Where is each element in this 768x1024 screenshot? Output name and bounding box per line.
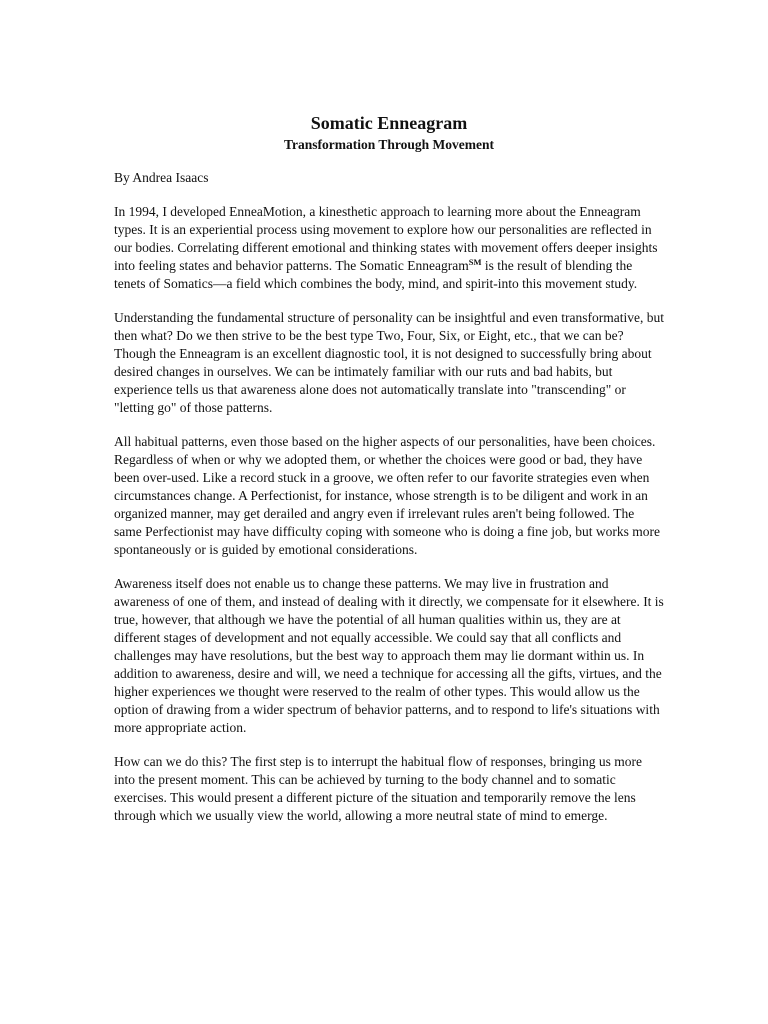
paragraph-1-text-b: is the result of blending the tenets of Somatics—a field which combines the body, mind, and spirit-into this movement study.	[114, 258, 638, 291]
document-subtitle: Transformation Through Movement	[283, 137, 494, 152]
paragraph-3: All habitual patterns, even those based on the higher aspects of our personalities, have been choices. Regardless of when or why we adopted them, or whether the choices were good or bad, they have been over-used. Like a record stuck in a groove, we often refer to our favorite strategies even when circumstances change. A Perfectionist, for instance, whose strength is to be diligent and work in an organized manner, may get derailed and angry even if irrelevant rules aren't being followed. The same Perfectionist may have difficulty coping with someone who is doing a fine job, but works more spontaneously or is guided by emotional considerations.	[114, 434, 661, 557]
document-page	[114, 112, 664, 825]
paragraph-1	[114, 203, 664, 293]
service-mark: SM	[468, 257, 482, 267]
paragraph-5: How can we do this? The first step is to interrupt the habitual flow of responses, bringing us more into the present moment. This can be achieved by turning to the body channel and to somatic exercises. This would present a different picture of the situation and temporarily remove the lens through which we usually view the world, allowing a more neutral state of mind to emerge.	[114, 754, 643, 823]
byline: By Andrea Isaacs	[114, 170, 209, 185]
paragraph-1-text-a: In 1994, I developed EnneaMotion, a kinesthetic approach to learning more about the Enneagram types. It is an experiential process using movement to explore how our personalities are reflected in our bodies. Correlating different emotional and thinking states with movement offers deeper insights into feeling states and behavior patterns. The Somatic Enneagram	[114, 204, 658, 273]
paragraph-2: Understanding the fundamental structure of personality can be insightful and even transformative, but then what? Do we then strive to be the best type Two, Four, Six, or Eight, etc., that we can be? Though the Enneagram is an excellent diagnostic tool, it is not designed to successfully bring about desired changes in ourselves. We can be intimately familiar with our ruts and bad habits, but experience tells us that awareness alone does not automatically translate into "transcending" or "letting go" of those patterns.	[114, 310, 664, 415]
document-title: Somatic Enneagram	[310, 113, 468, 133]
paragraph-4: Awareness itself does not enable us to change these patterns. We may live in frustration and awareness of one of them, and instead of dealing with it directly, we compensate for it elsewhere. It is true, however, that although we have the potential of all human qualities within us, they are at different stages of development and not equally accessible. We could say that all conflicts and challenges may have resolutions, but the best way to approach them may lie dormant within us. In addition to awareness, desire and will, we need a technique for accessing all the gifts, virtues, and the higher experiences we thought were reserved to the realm of other types. This would allow us the option of drawing from a wider spectrum of behavior patterns, and to respond to life's situations with more appropriate action.	[114, 576, 664, 735]
